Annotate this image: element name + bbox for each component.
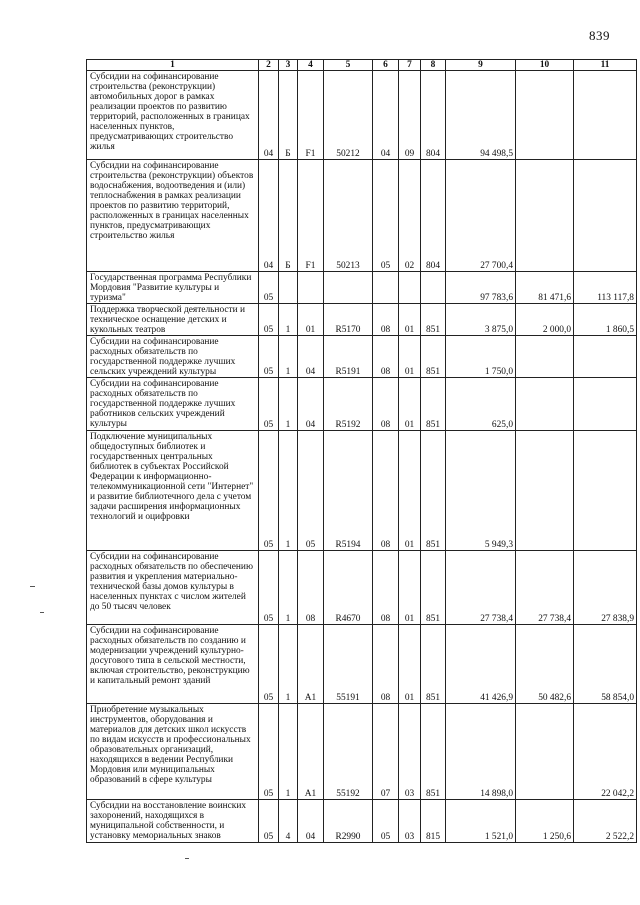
cell-col-6: 08 [373, 431, 399, 551]
header-cell: 6 [373, 60, 399, 71]
cell-col-9: 14 898,0 [446, 704, 516, 800]
cell-col-9: 41 426,9 [446, 625, 516, 704]
table-row [87, 272, 637, 304]
cell-col-6: 05 [373, 160, 399, 272]
cell-col-10 [516, 378, 574, 431]
row-name: Субсидии на софинансирование строительства (реконструкции) автомобильных дорог в рамках реализации проектов по развитию территорий, расположенных в границах населенных пунктов, предусматривающих строительство жилья [87, 71, 259, 160]
cell-col-8: 815 [421, 800, 446, 843]
header-cell: 10 [516, 60, 574, 71]
cell-col-10 [516, 71, 574, 160]
cell-col-9: 27 700,4 [446, 160, 516, 272]
cell-col-2: 05 [259, 551, 279, 625]
header-cell: 9 [446, 60, 516, 71]
header-cell: 5 [324, 60, 373, 71]
table-row [87, 336, 637, 378]
cell-col-6: 07 [373, 704, 399, 800]
cell-col-2: 05 [259, 431, 279, 551]
cell-col-6: 08 [373, 336, 399, 378]
cell-col-4: 01 [298, 304, 324, 336]
row-name: Субсидии на софинансирование расходных обязательств по обеспечению развития и укрепления материально-технической базы домов культуры в населенных пунктах с числом жителей до 50 тысяч человек [87, 551, 259, 625]
cell-col-10: 81 471,6 [516, 272, 574, 304]
cell-col-10: 50 482,6 [516, 625, 574, 704]
cell-col-8 [421, 272, 446, 304]
cell-col-3: 1 [279, 378, 298, 431]
cell-col-6 [373, 272, 399, 304]
header-cell: 11 [574, 60, 637, 71]
cell-col-7: 01 [399, 336, 421, 378]
cell-col-6: 08 [373, 625, 399, 704]
cell-col-6: 04 [373, 71, 399, 160]
row-name: Государственная программа Республики Мордовия "Развитие культуры и туризма" [87, 272, 259, 304]
cell-col-10: 27 738,4 [516, 551, 574, 625]
cell-col-11 [574, 160, 637, 272]
cell-col-7: 09 [399, 71, 421, 160]
cell-col-6: 08 [373, 304, 399, 336]
cell-col-11: 1 860,5 [574, 304, 637, 336]
cell-col-9: 5 949,3 [446, 431, 516, 551]
header-cell: 8 [421, 60, 446, 71]
cell-col-11 [574, 431, 637, 551]
cell-col-7: 01 [399, 431, 421, 551]
cell-col-2: 05 [259, 272, 279, 304]
cell-col-3: 1 [279, 431, 298, 551]
cell-col-11: 22 042,2 [574, 704, 637, 800]
row-name: Приобретение музыкальных инструментов, оборудования и материалов для детских школ искусств по видам искусств и профессиональных образовательных организаций, находящихся в ведении Республики Мордовия или муниципальных образований в сфере культуры [87, 704, 259, 800]
cell-col-5: R5194 [324, 431, 373, 551]
cell-col-10 [516, 431, 574, 551]
cell-col-2: 05 [259, 304, 279, 336]
cell-col-8: 804 [421, 71, 446, 160]
cell-col-11: 58 854,0 [574, 625, 637, 704]
cell-col-9: 1 750,0 [446, 336, 516, 378]
cell-col-3: 4 [279, 800, 298, 843]
cell-col-3: Б [279, 71, 298, 160]
cell-col-11 [574, 71, 637, 160]
cell-col-8: 851 [421, 704, 446, 800]
cell-col-4: F1 [298, 71, 324, 160]
cell-col-7: 01 [399, 625, 421, 704]
row-name: Субсидии на софинансирование расходных обязательств по государственной поддержке лучших сельских учреждений культуры [87, 336, 259, 378]
cell-col-7: 02 [399, 160, 421, 272]
cell-col-2: 05 [259, 336, 279, 378]
cell-col-2: 05 [259, 625, 279, 704]
cell-col-7: 03 [399, 704, 421, 800]
header-cell: 3 [279, 60, 298, 71]
cell-col-10 [516, 704, 574, 800]
cell-col-2: 05 [259, 800, 279, 843]
cell-col-8: 804 [421, 160, 446, 272]
table-row [87, 304, 637, 336]
row-name: Субсидии на восстановление воинских захоронений, находящихся в муниципальной собственности, и установку мемориальных знаков [87, 800, 259, 843]
cell-col-11: 2 522,2 [574, 800, 637, 843]
cell-col-6: 05 [373, 800, 399, 843]
cell-col-7 [399, 272, 421, 304]
cell-col-4: 08 [298, 551, 324, 625]
table-row [87, 800, 637, 843]
cell-col-4 [298, 272, 324, 304]
cell-col-9: 27 738,4 [446, 551, 516, 625]
cell-col-3: 1 [279, 625, 298, 704]
cell-col-9: 1 521,0 [446, 800, 516, 843]
cell-col-2: 05 [259, 378, 279, 431]
cell-col-4: F1 [298, 160, 324, 272]
cell-col-3: 1 [279, 704, 298, 800]
table-row [87, 378, 637, 431]
cell-col-11 [574, 336, 637, 378]
cell-col-9: 625,0 [446, 378, 516, 431]
cell-col-8: 851 [421, 336, 446, 378]
header-cell: 2 [259, 60, 279, 71]
cell-col-3: 1 [279, 336, 298, 378]
cell-col-7: 03 [399, 800, 421, 843]
row-name: Субсидии на софинансирование расходных обязательств по созданию и модернизации учреждений культурно-досугового типа в сельской местности, включая строительство, реконструкцию и капитальный ремонт зданий [87, 625, 259, 704]
scan-mark [40, 612, 44, 613]
cell-col-5: 55192 [324, 704, 373, 800]
scan-mark [30, 586, 35, 587]
table-row [87, 551, 637, 625]
scan-mark [185, 858, 189, 859]
cell-col-11: 113 117,8 [574, 272, 637, 304]
cell-col-4: 04 [298, 378, 324, 431]
cell-col-4: 05 [298, 431, 324, 551]
table-header-row [87, 60, 637, 71]
cell-col-2: 04 [259, 160, 279, 272]
cell-col-4: A1 [298, 704, 324, 800]
cell-col-2: 05 [259, 704, 279, 800]
cell-col-4: 04 [298, 800, 324, 843]
cell-col-5: 50213 [324, 160, 373, 272]
table-row [87, 625, 637, 704]
cell-col-7: 01 [399, 551, 421, 625]
cell-col-2: 04 [259, 71, 279, 160]
cell-col-3: 1 [279, 551, 298, 625]
table-row [87, 160, 637, 272]
table-row [87, 431, 637, 551]
cell-col-6: 08 [373, 378, 399, 431]
cell-col-5 [324, 272, 373, 304]
cell-col-5: R5191 [324, 336, 373, 378]
cell-col-3 [279, 272, 298, 304]
cell-col-6: 08 [373, 551, 399, 625]
header-cell: 1 [87, 60, 259, 71]
cell-col-8: 851 [421, 551, 446, 625]
header-cell: 7 [399, 60, 421, 71]
row-name: Субсидии на софинансирование расходных обязательств по государственной поддержке лучших работников сельских учреждений культуры [87, 378, 259, 431]
cell-col-5: 55191 [324, 625, 373, 704]
cell-col-10 [516, 336, 574, 378]
cell-col-10: 2 000,0 [516, 304, 574, 336]
cell-col-7: 01 [399, 304, 421, 336]
cell-col-8: 851 [421, 431, 446, 551]
table-row [87, 71, 637, 160]
cell-col-5: R5192 [324, 378, 373, 431]
cell-col-11: 27 838,9 [574, 551, 637, 625]
row-name: Подключение муниципальных общедоступных библиотек и государственных центральных библиотек в субъектах Российской Федерации к информационно-телекоммуникационной сети "Интернет" и развитие библиотечного дела с учетом задачи расширения информационных технологий и оцифровки [87, 431, 259, 551]
cell-col-11 [574, 378, 637, 431]
row-name: Поддержка творческой деятельности и техническое оснащение детских и кукольных театров [87, 304, 259, 336]
cell-col-10: 1 250,6 [516, 800, 574, 843]
cell-col-4: A1 [298, 625, 324, 704]
cell-col-4: 04 [298, 336, 324, 378]
table-row [87, 704, 637, 800]
cell-col-8: 851 [421, 304, 446, 336]
cell-col-5: R5170 [324, 304, 373, 336]
page-number: 839 [589, 28, 610, 43]
cell-col-10 [516, 160, 574, 272]
cell-col-9: 97 783,6 [446, 272, 516, 304]
header-cell: 4 [298, 60, 324, 71]
budget-table [86, 59, 637, 843]
cell-col-7: 01 [399, 378, 421, 431]
cell-col-5: R4670 [324, 551, 373, 625]
cell-col-9: 3 875,0 [446, 304, 516, 336]
cell-col-8: 851 [421, 378, 446, 431]
cell-col-5: 50212 [324, 71, 373, 160]
cell-col-9: 94 498,5 [446, 71, 516, 160]
cell-col-3: 1 [279, 304, 298, 336]
row-name: Субсидии на софинансирование строительства (реконструкции) объектов водоснабжения, водоотведения и (или) теплоснабжения в рамках реализации проектов по развитию территорий, расположенных в границах населенных пунктов, предусматривающих строительство жилья [87, 160, 259, 272]
cell-col-8: 851 [421, 625, 446, 704]
cell-col-3: Б [279, 160, 298, 272]
cell-col-5: R2990 [324, 800, 373, 843]
